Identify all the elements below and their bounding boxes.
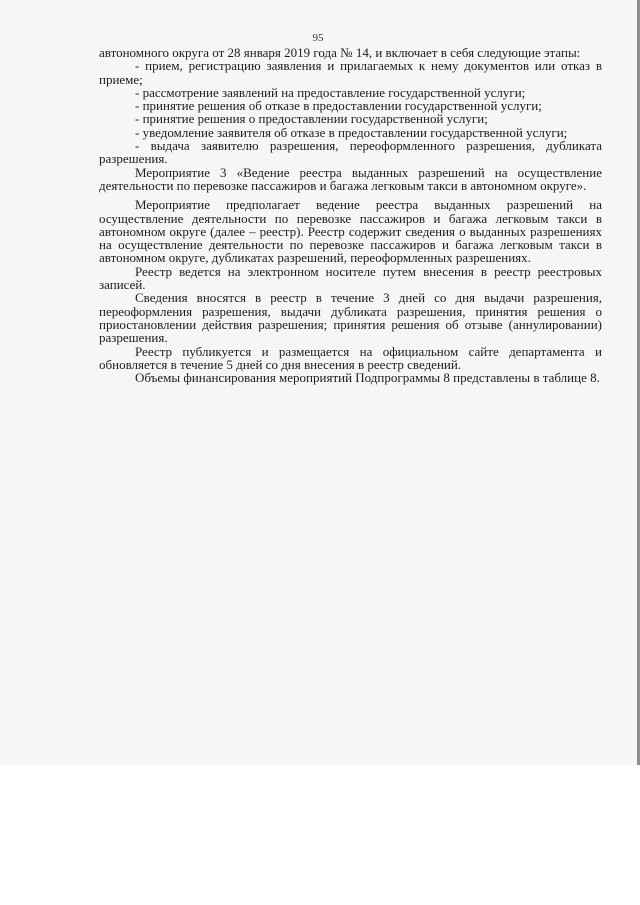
list-item: - уведомление заявителя об отказе в предоставлении государственной услуги;	[135, 124, 568, 140]
blank-area	[0, 765, 640, 905]
electronic-registry-paragraph: Реестр ведется на электронном носителе путем внесения в реестр реестровых записей.	[99, 263, 602, 293]
page-number: 95	[312, 32, 324, 44]
list-item: - прием, регистрацию заявления и прилагаемых к нему документов или отказ в приеме;	[99, 58, 602, 87]
list-item: - принятие решения о предоставлении государственной услуги;	[135, 111, 488, 127]
funding-paragraph: Объемы финансирования мероприятий Подпрограммы 8 представлены в таблице 8.	[135, 370, 600, 386]
registry-entries-paragraph: Сведения вносятся в реестр в течение 3 дней со дня выдачи разрешения, переоформления разрешения, выдачи дубликата разрешения, принятия решения о приостановлении действия разрешения; принятия решения об отзыве (аннулировании) разрешения.	[99, 290, 602, 346]
list-item: - принятие решения об отказе в предоставлении государственной услуги;	[135, 98, 542, 114]
measure-3-paragraph: Мероприятие 3 «Ведение реестра выданных разрешений на осуществление деятельности по перевозке пассажиров и багажа легковым такси в автономном округе».	[99, 164, 602, 193]
document-body	[99, 46, 602, 384]
registry-description-paragraph: Мероприятие предполагает ведение реестра выданных разрешений на осуществление деятельности по перевозке пассажиров и багажа легковым такси в автономном округе (далее – реестр). Реестр содержит сведения о выданных разрешениях на осуществление деятельности по перевозке пассажиров и багажа легковым такси в автономном округе, дубликатах разрешений, переоформленных разрешениях.	[99, 197, 602, 266]
list-item: - рассмотрение заявлений на предоставление государственной услуги;	[135, 84, 526, 100]
list-item: - выдача заявителю разрешения, переоформленного разрешения, дубликата разрешения.	[99, 138, 602, 167]
registry-publication-paragraph: Реестр публикуется и размещается на официальном сайте департамента и обновляется в течение 5 дней со дня внесения в реестр сведений.	[99, 343, 602, 372]
intro-paragraph: автономного округа от 28 января 2019 года № 14, и включает в себя следующие этапы:	[99, 45, 581, 60]
